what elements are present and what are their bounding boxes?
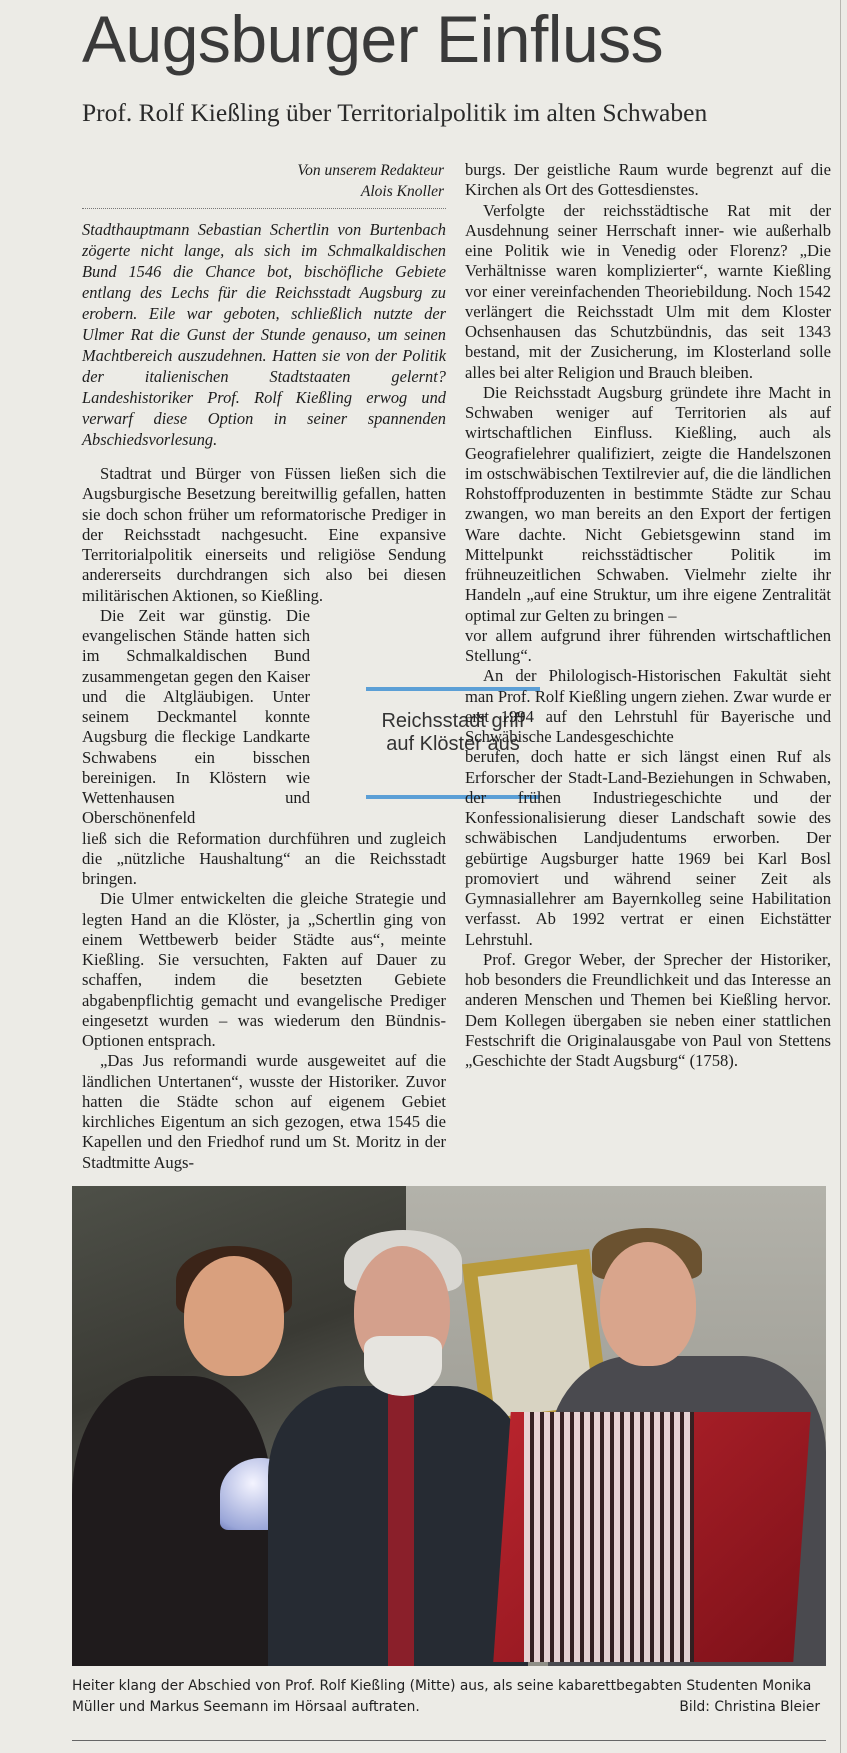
body-paragraph: Stadtrat und Bürger von Füssen ließen sich die Augsburgische Besetzung bereitwillig gefallen, hatten sie doch schon früher um reformatorische Prediger in der Reichsstadt nachgesucht. Eine expansive Territorialpolitik einerseits und religiöse Sendung andererseits durchdrangen sich also bei diesen militärischen Aktionen, so Kießling.: [82, 464, 446, 605]
column-left: [82, 160, 446, 1173]
column-right: [465, 160, 831, 1071]
person-right-face: [600, 1242, 696, 1366]
body-paragraph: Die Ulmer entwickelten die gleiche Strategie und legten Hand an die Klöster, ja „Schertlin ging von einem Wettbewerb beider Städte aus“, meinte Kießling. Sie versuchten, Fakten auf Dauer zu schaffen, indem die besetzten Gebiete abgabenpflichtig gemacht und evangelische Prediger eingesetzt wurden – was wiederum den Bündnis-Optionen entsprach.: [82, 889, 446, 1050]
page-edge: [840, 0, 841, 1753]
person-center-beard: [364, 1336, 442, 1396]
photo-credit: Bild: Christina Bleier: [679, 1699, 820, 1715]
person-left-face: [184, 1256, 284, 1376]
body-paragraph: An der Philologisch-Historischen Fakultät sieht man Prof. Rolf Kießling ungern ziehen. Zwar wurde er erst 1994 auf den Lehrstuhl für Bayerische und Schwäbische Landesgeschichte: [465, 666, 831, 746]
news-photo: [72, 1186, 826, 1666]
body-paragraph: Die Reichsstadt Augsburg gründete ihre Macht in Schwaben weniger auf Territorien als auf wirtschaftlichen Einfluss. Kießling, auch als Geografielehrer qualifiziert, zeigte die Handelszonen im ostschwäbischen Textilrevier auf, die die ländlichen Rohstoffproduzenten in bestimmte Städte zur Schau zwangen, wo man bereits an den Export der fertigen Ware dachte. Nicht Gebietsgewinn stand im Mittelpunkt reichsstädtischer Politik im frühneuzeitlichen Schwaben. Vielmehr zielte ihr Handeln „auf eine Struktur, um ihre eigene Zentralität optimal zur Gelten zu bringen –: [465, 382, 831, 625]
body-paragraph: burgs. Der geistliche Raum wurde begrenzt auf die Kirchen als Ort des Gottesdienstes.: [465, 160, 831, 200]
body-paragraph: Die Zeit war günstig. Die evangelischen Stände hatten sich im Schmalkaldischen Bund zusammengetan gegen den Kaiser und die Altgläubigen. Unter seinem Deckmantel konnte Augsburg die fleckige Landkarte Schwabens ein bisschen bereinigen. In Klöstern wie Wettenhausen und Oberschönenfeld: [82, 605, 310, 828]
subheadline: Prof. Rolf Kießling über Territorialpolitik im alten Schwaben: [82, 98, 708, 127]
headline: Augsburger Einfluss: [82, 2, 664, 76]
body-paragraph: Verfolgte der reichsstädtische Rat mit der Ausdehnung seiner Herrschaft inner- wie außerhalb eine Politik wie in Venedig oder Florenz? „Die Verhältnisse waren komplizierter“, warnte Kießling vor einer vereinfachenden Theoriebildung. Noch 1542 verlängert die Reichsstadt Ulm mit dem Kloster Ochsenhausen das Schutzbündnis, das seit 1343 bestand, mit der Zusicherung, im Klosterland solle alles bei alter Religion und Brauch bleiben.: [465, 200, 831, 382]
body-paragraph: ließ sich die Reformation durchführen und zugleich die „nützliche Haushaltung“ an die Reichsstadt bringen.: [82, 828, 446, 888]
lead-paragraph: Stadthauptmann Sebastian Schertlin von Burtenbach zögerte nicht lange, als sich im Schmalkaldischen Bund 1546 die Chance bot, bischöfliche Gebiete entlang des Lechs für die Reichsstadt Augsburg zu erobern. Eile war geboten, schließlich nutzte der Ulmer Rat die Gunst der Stunde genauso, um seinen Machtbereich auszudehnen. Hatten sie von der Politik der italienischen Stadtstaaten gelernt? Landeshistoriker Prof. Rolf Kießling erwog und verwarf diese Option in seiner spannenden Abschiedsvorlesung.: [82, 220, 446, 449]
byline-author: Alois Knoller: [360, 183, 444, 200]
body-paragraph: vor allem aufgrund ihrer führenden wirtschaftlichen Stellung“.: [465, 625, 831, 665]
body-paragraph: Prof. Gregor Weber, der Sprecher der Historiker, hob besonders die Freundlichkeit und das Interesse an anderen Menschen und Themen bei Kießling hervor. Dem Kollegen übergaben sie neben einer stattlichen Festschrift die Originalausgabe von Paul von Stettens „Geschichte der Stadt Augsburg“ (1758).: [465, 949, 831, 1070]
bottom-rule: [72, 1740, 826, 1741]
dotted-divider: [82, 208, 446, 209]
byline-line1: Von unserem Redakteur: [297, 162, 444, 179]
photo-caption: [72, 1676, 826, 1718]
caption-text: Heiter klang der Abschied von Prof. Rolf Kießling (Mitte) aus, als seine kabarettbegabten Studenten Monika Müller und Markus Seemann im Hörsaal auftraten.: [72, 1678, 812, 1715]
body-paragraph: „Das Jus reformandi wurde ausgeweitet auf die ländlichen Untertanen“, wusste der Historiker. Zuvor hatten die Städte schon auf eigenem Gebiet kirchliches Eigentum an sich gezogen, etwa 1545 die Kapellen und den Friedhof rund um St. Moritz in der Stadtmitte Augs-: [82, 1051, 446, 1172]
accordion-bellows: [524, 1412, 694, 1662]
red-tie: [388, 1392, 414, 1666]
body-paragraph: berufen, doch hatte er sich längst einen Ruf als Erforscher der Stadt-Land-Beziehungen in Schwaben, der frühen Industriegeschichte und der Konfessionalisierung dieser Landschaft sowie des schwäbischen Landjudentums erworben. Der gebürtige Augsburger hatte 1969 bei Karl Bosl promoviert und während seiner Zeit als Gymnasiallehrer am Bayernkolleg seine Habilitation verfasst. Ab 1992 vertrat er einen Eichstätter Lehrstuhl.: [465, 747, 831, 949]
byline: [82, 160, 446, 202]
pull-quote-text: Reichsstadt griff auf Klöster aus: [381, 710, 525, 755]
